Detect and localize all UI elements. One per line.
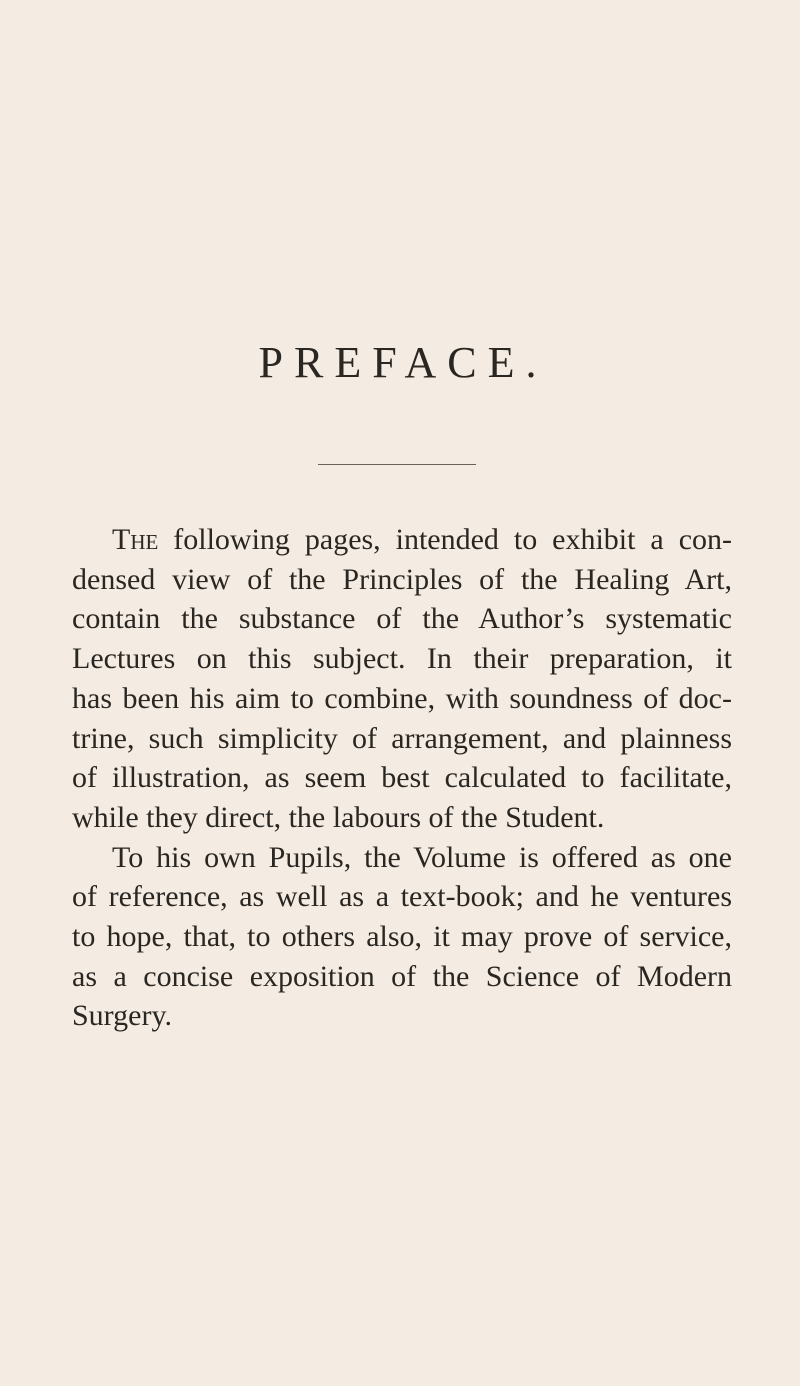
text-line: The following pages, intended to exhibit a con- [112, 523, 732, 556]
text-line: densed view of the Principles of the Healing Art, [72, 562, 732, 596]
preface-body [72, 520, 732, 1036]
title-divider [318, 464, 476, 465]
text-line: trine, such simplicity of arrangement, and plainness [72, 721, 732, 755]
text-line: To his own Pupils, the Volume is offered as one [112, 840, 732, 874]
text-line: has been his aim to combine, with soundness of doc- [72, 681, 732, 715]
lead-word: The [112, 523, 159, 556]
text-line: contain the substance of the Author’s systematic [72, 602, 732, 636]
paragraph-2 [72, 838, 732, 1037]
paragraph-1 [72, 520, 732, 838]
text-line: Lectures on this subject. In their preparation, it [72, 642, 732, 676]
text-line: as a concise exposition of the Science of Modern [72, 959, 732, 993]
text-line: of reference, as well as a text-book; and he ventures [72, 880, 732, 914]
text-line: Surgery. [72, 999, 172, 1033]
page-title: PREFACE. [258, 338, 548, 387]
text-line: while they direct, the labours of the Student. [72, 800, 605, 834]
text-line: to hope, that, to others also, it may prove of service, [72, 920, 732, 954]
text-line: of illustration, as seem best calculated to facilitate, [72, 761, 732, 795]
